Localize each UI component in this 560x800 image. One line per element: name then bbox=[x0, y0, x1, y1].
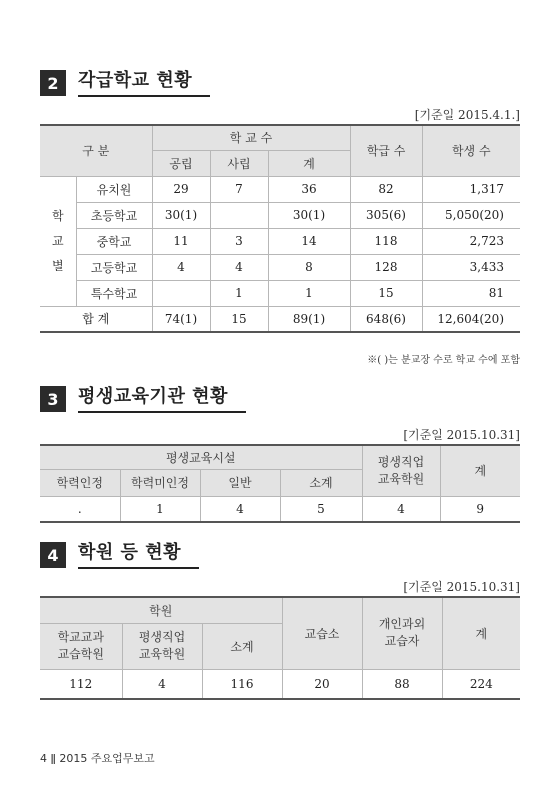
cell-students: 2,723 bbox=[422, 228, 520, 254]
header-subtotal: 소계 bbox=[202, 623, 282, 669]
cell-private bbox=[210, 202, 268, 228]
cell-general: 4 bbox=[200, 496, 280, 522]
header-total: 계 bbox=[268, 150, 350, 176]
section-number: 3 bbox=[40, 386, 66, 412]
cell-private-tutor: 88 bbox=[362, 669, 442, 699]
cell-classes: 82 bbox=[350, 176, 422, 202]
header-students: 학생 수 bbox=[422, 125, 520, 176]
cell-public: 11 bbox=[152, 228, 210, 254]
row-name: 고등학교 bbox=[76, 254, 152, 280]
cell-school-subject: 112 bbox=[40, 669, 122, 699]
reference-date: [기준일 2015.10.31] bbox=[403, 580, 520, 594]
cell-public: 30(1) bbox=[152, 202, 210, 228]
cell-private: 3 bbox=[210, 228, 268, 254]
header-academy: 학원 bbox=[40, 597, 282, 623]
header-general: 일반 bbox=[200, 469, 280, 496]
cell-students: 1,317 bbox=[422, 176, 520, 202]
cell-total: 36 bbox=[268, 176, 350, 202]
sum-students: 12,604(20) bbox=[422, 306, 520, 332]
sum-row bbox=[40, 306, 520, 332]
table-row bbox=[40, 202, 520, 228]
header-total: 계 bbox=[442, 597, 520, 669]
row-name: 초등학교 bbox=[76, 202, 152, 228]
section-header bbox=[40, 540, 520, 570]
section-header bbox=[40, 68, 520, 98]
row-name: 특수학교 bbox=[76, 280, 152, 306]
reference-date: [기준일 2015.4.1.] bbox=[414, 108, 520, 122]
cell-private: 4 bbox=[210, 254, 268, 280]
sum-label: 합 계 bbox=[40, 306, 152, 332]
header-vocational: 평생직업 교육학원 bbox=[122, 623, 202, 669]
cell-public: 29 bbox=[152, 176, 210, 202]
header-classes: 학급 수 bbox=[350, 125, 422, 176]
header-public: 공립 bbox=[152, 150, 210, 176]
header-private: 사립 bbox=[210, 150, 268, 176]
group-label: 학 교 별 bbox=[40, 176, 76, 306]
table-row bbox=[40, 254, 520, 280]
page-footer: 4 ǁ 2015 주요업무보고 bbox=[40, 752, 155, 765]
academy-status-table bbox=[40, 596, 520, 700]
cell-subtotal: 5 bbox=[280, 496, 362, 522]
row-name: 유치원 bbox=[76, 176, 152, 202]
reference-date: [기준일 2015.10.31] bbox=[403, 428, 520, 442]
cell-accredited: . bbox=[40, 496, 120, 522]
cell-classes: 15 bbox=[350, 280, 422, 306]
cell-total: 1 bbox=[268, 280, 350, 306]
cell-total: 8 bbox=[268, 254, 350, 280]
cell-classes: 128 bbox=[350, 254, 422, 280]
sum-total: 89(1) bbox=[268, 306, 350, 332]
cell-private: 7 bbox=[210, 176, 268, 202]
table-row bbox=[40, 228, 520, 254]
cell-vocational: 4 bbox=[362, 496, 440, 522]
cell-subtotal: 116 bbox=[202, 669, 282, 699]
sum-public: 74(1) bbox=[152, 306, 210, 332]
header-vocational: 평생직업 교육학원 bbox=[362, 445, 440, 496]
section-title: 평생교육기관 현황 bbox=[78, 385, 246, 413]
header-category: 구 분 bbox=[40, 125, 152, 176]
cell-public: 4 bbox=[152, 254, 210, 280]
cell-tutoring-center: 20 bbox=[282, 669, 362, 699]
header-total: 계 bbox=[440, 445, 520, 496]
table-row bbox=[40, 176, 520, 202]
section-header bbox=[40, 384, 520, 414]
section-title: 각급학교 현황 bbox=[78, 69, 210, 97]
table-row bbox=[40, 280, 520, 306]
header-facility: 평생교육시설 bbox=[40, 445, 362, 469]
header-school-count: 학 교 수 bbox=[152, 125, 350, 150]
cell-students: 81 bbox=[422, 280, 520, 306]
table-note: ※( )는 분교장 수로 학교 수에 포함 bbox=[367, 355, 520, 366]
cell-total: 14 bbox=[268, 228, 350, 254]
section-lifelong-education bbox=[40, 384, 520, 516]
sum-classes: 648(6) bbox=[350, 306, 422, 332]
cell-total: 30(1) bbox=[268, 202, 350, 228]
cell-total: 224 bbox=[442, 669, 520, 699]
cell-students: 3,433 bbox=[422, 254, 520, 280]
header-school-subject: 학교교과 교습학원 bbox=[40, 623, 122, 669]
header-unaccredited: 학력미인정 bbox=[120, 469, 200, 496]
cell-unaccredited: 1 bbox=[120, 496, 200, 522]
row-name: 중학교 bbox=[76, 228, 152, 254]
cell-classes: 118 bbox=[350, 228, 422, 254]
table-row bbox=[40, 669, 520, 699]
cell-vocational: 4 bbox=[122, 669, 202, 699]
cell-students: 5,050(20) bbox=[422, 202, 520, 228]
school-status-table bbox=[40, 124, 520, 333]
header-subtotal: 소계 bbox=[280, 469, 362, 496]
lifelong-education-table bbox=[40, 444, 520, 523]
sum-private: 15 bbox=[210, 306, 268, 332]
header-private-tutor: 개인과외 교습자 bbox=[362, 597, 442, 669]
table-row bbox=[40, 496, 520, 522]
section-number: 2 bbox=[40, 70, 66, 96]
cell-public bbox=[152, 280, 210, 306]
header-tutoring-center: 교습소 bbox=[282, 597, 362, 669]
section-academy-status bbox=[40, 540, 520, 691]
section-title: 학원 등 현황 bbox=[78, 541, 199, 569]
cell-classes: 305(6) bbox=[350, 202, 422, 228]
section-school-status bbox=[40, 68, 520, 366]
cell-private: 1 bbox=[210, 280, 268, 306]
section-number: 4 bbox=[40, 542, 66, 568]
header-accredited: 학력인정 bbox=[40, 469, 120, 496]
cell-total: 9 bbox=[440, 496, 520, 522]
